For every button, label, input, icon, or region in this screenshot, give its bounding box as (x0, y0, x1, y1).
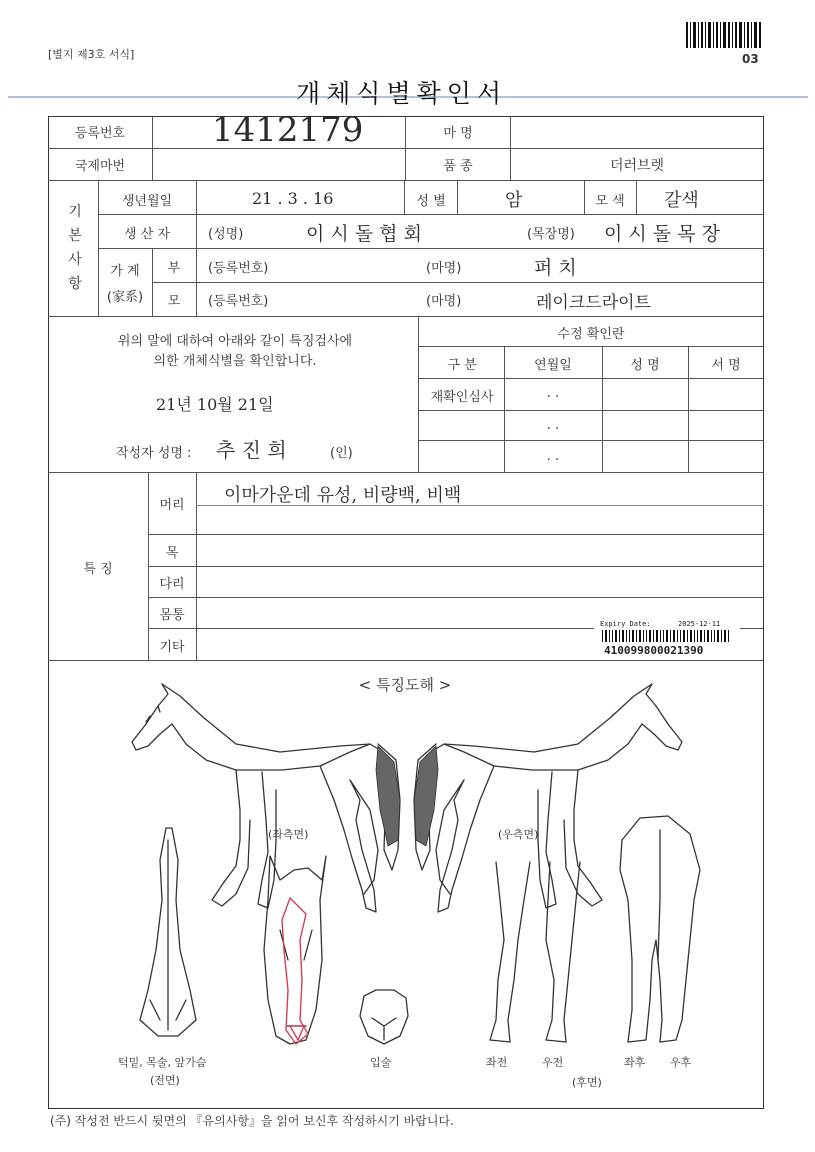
producer-name-value[interactable]: 이 시 돌 협 회 (306, 223, 422, 245)
family-label: 가 계 (110, 264, 140, 279)
front-view-label: (전면) (150, 1074, 180, 1087)
producer-name-label: (성명) (208, 227, 244, 242)
sire-reg-label: (등록번호) (208, 261, 269, 276)
feature-head-label: 머리 (159, 498, 185, 513)
revision-col-date: 연월일 (534, 358, 572, 373)
feature-other-label: 기타 (159, 640, 185, 655)
sire-name-label: (마명) (426, 261, 462, 276)
feature-neck-label: 목 (165, 546, 179, 561)
intl-no-label: 국제마번 (74, 159, 126, 174)
horse-left-side (132, 684, 400, 912)
sire-label: 부 (167, 261, 181, 276)
feature-leg-label: 다리 (159, 577, 185, 592)
feature-body-label: 몸통 (159, 608, 185, 623)
left-hind-label: 좌후 (624, 1056, 646, 1069)
reg-no-label: 등록번호 (74, 126, 126, 141)
family-label-hanja: (家系) (106, 290, 144, 305)
horse-lips (360, 990, 408, 1044)
revision-row2-date[interactable]: . . (546, 418, 560, 433)
revision-row3-date[interactable]: . . (546, 449, 560, 464)
horse-front-legs (490, 862, 580, 1042)
expiry-value: 2025-12-11 (678, 620, 721, 628)
form-label: [별지 제3호 서식] (48, 48, 135, 61)
basic-section-label: 기본사항 (68, 204, 82, 292)
page-number: 03 (742, 52, 759, 66)
horse-rear (620, 816, 700, 1042)
producer-label: 생 산 자 (124, 227, 170, 242)
dam-name-value[interactable]: 레이크드라이트 (536, 293, 651, 313)
right-fore-label: 우전 (542, 1056, 564, 1069)
breed-value[interactable]: 더러브렛 (609, 158, 665, 174)
horse-front-neck (140, 828, 196, 1036)
sire-name-value[interactable]: 퍼 치 (534, 257, 577, 279)
birth-label: 생년월일 (121, 194, 173, 209)
lips-label: 입술 (370, 1056, 392, 1069)
seal-label: (인) (330, 446, 353, 461)
confirm-statement-2: 의한 개체식별을 확인합니다. (153, 354, 317, 369)
right-side-label: (우측면) (498, 828, 539, 841)
footer-note: (주) 작성전 반드시 뒷면의 『유의사항』을 읽어 보신후 작성하시기 바랍니다. (50, 1114, 454, 1128)
features-section-label: 특 징 (83, 562, 113, 577)
left-fore-label: 좌전 (486, 1056, 508, 1069)
revision-col-sign: 서 명 (711, 358, 741, 373)
dam-name-label: (마명) (426, 294, 462, 309)
breed-label: 품 종 (443, 159, 473, 174)
sex-label: 성 별 (416, 194, 446, 209)
microchip-code: 410099800021390 (604, 644, 704, 657)
front-parts-label: 턱밑, 목술, 앞가슴 (118, 1056, 207, 1069)
dam-reg-label: (등록번호) (208, 294, 269, 309)
revision-title: 수정 확인란 (557, 327, 625, 342)
horse-tails (376, 746, 438, 846)
author-label: 작성자 성명 : (116, 446, 192, 461)
horse-name-label: 마 명 (443, 126, 473, 141)
document-title: 개체식별확인서 (296, 79, 508, 108)
right-hind-label: 우후 (670, 1056, 692, 1069)
farm-label: (목장명) (527, 227, 575, 242)
birth-value[interactable]: 21 . 3 . 16 (252, 189, 334, 208)
left-side-label: (좌측면) (268, 828, 309, 841)
dam-label: 모 (167, 294, 181, 309)
rear-view-label: (후면) (572, 1076, 602, 1089)
coat-value[interactable]: 갈색 (664, 190, 699, 211)
revision-row1-date[interactable]: . . (546, 386, 560, 401)
feature-head-value[interactable]: 이마가운데 유성, 비량백, 비백 (224, 485, 462, 506)
coat-label: 모 색 (595, 194, 625, 209)
confirm-statement-1: 위의 말에 대하여 아래와 같이 특징검사에 (117, 334, 353, 349)
diagram-title: < 특징도해 > (358, 676, 452, 694)
blaze-marking (282, 898, 308, 1044)
expiry-label: Expiry Date: (600, 620, 651, 628)
revision-col-type: 구 분 (447, 358, 477, 373)
sex-value[interactable]: 암 (505, 190, 523, 211)
horse-right-side (414, 684, 682, 912)
reg-no-value[interactable]: 1412179 (212, 110, 364, 150)
revision-col-name: 성 명 (630, 358, 660, 373)
confirm-date[interactable]: 21년 10월 21일 (156, 395, 274, 414)
revision-row1-type: 재확인심사 (430, 390, 494, 405)
author-value[interactable]: 추 진 희 (216, 438, 287, 462)
farm-value[interactable]: 이 시 돌 목 장 (604, 223, 720, 245)
